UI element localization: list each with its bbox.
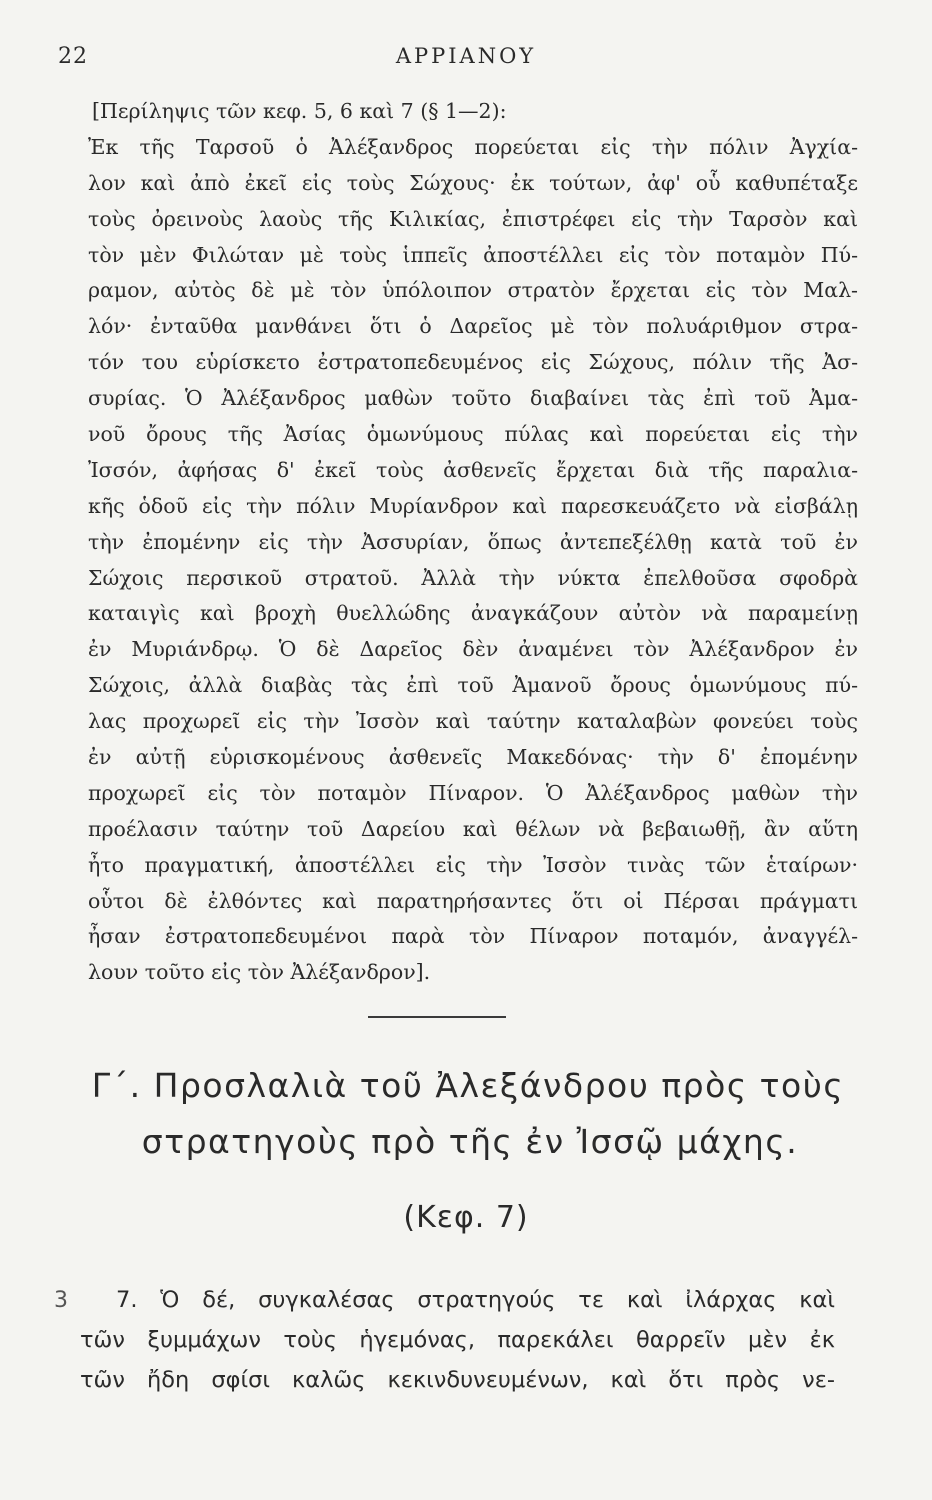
summary-line: ἐν αὐτῇ εὑρισκομένους ἀσθενεῖς Μακεδόνας· τὴν δ' ἐπομένην [88,745,858,770]
summary-line: τοὺς ὀρεινοὺς λαοὺς τῆς Κιλικίας, ἐπιστρέφει εἰς τὴν Ταρσὸν καὶ [88,206,858,231]
summary-line: οὗτοι δὲ ἐλθόντες καὶ παρατηρήσαντες ὅτι οἱ Πέρσαι πράγματι [88,888,858,913]
summary-line: Σώχοις περσικοῦ στρατοῦ. Ἀλλὰ τὴν νύκτα ἐπελθοῦσα σφοδρὰ [88,565,858,590]
summary-line: ἦτο πραγματική, ἀποστέλλει εἰς τὴν Ἰσσὸν τινὰς τῶν ἑταίρων· [88,852,858,877]
summary-line: συρίας. Ὁ Ἀλέξανδρος μαθὼν τοῦτο διαβαίνει τὰς ἐπὶ τοῦ Ἀμα- [88,386,858,411]
summary-line: τόν του εὑρίσκετο ἐστρατοπεδευμένος εἰς Σώχους, πόλιν τῆς Ἀσ- [88,350,858,375]
summary-line: νοῦ ὄρους τῆς Ἀσίας ὁμωνύμους πύλας καὶ πορεύεται εἰς τὴν [88,422,858,447]
summary-line: λας προχωρεῖ εἰς τὴν Ἰσσὸν καὶ ταύτην καταλαβὼν φονεύει τοὺς [88,709,858,734]
page-number: 22 [58,44,88,69]
summary-line: Ἐκ τῆς Ταρσοῦ ὁ Ἀλέξανδρος πορεύεται εἰς τὴν πόλιν Ἀγχία- [88,134,858,159]
summary-line: προέλασιν ταύτην τοῦ Δαρείου καὶ θέλων νὰ βεβαιωθῇ, ἂν αὕτη [88,816,858,841]
summary-line: λόν· ἐνταῦθα μανθάνει ὅτι ὁ Δαρεῖος μὲ τὸν πολυάριθμον στρα- [88,314,858,339]
summary-line: Ἰσσόν, ἀφήσας δ' ἐκεῖ τοὺς ἀσθενεῖς ἔρχεται διὰ τῆς παραλια- [88,457,858,482]
summary-line: λον καὶ ἀπὸ ἐκεῖ εἰς τοὺς Σώχους· ἐκ τούτων, ἀφ' οὗ καθυπέταξε [88,170,858,195]
summary-line: τὸν μὲν Φιλώταν μὲ τοὺς ἱππεῖς ἀποστέλλει εἰς τὸν ποταμὸν Πύ- [88,242,858,267]
body-line: 7. Ὁ δέ, συγκαλέσας στρατηγούς τε καὶ ἰλάρχας καὶ [116,1287,835,1313]
summary-line: κῆς ὁδοῦ εἰς τὴν πόλιν Μυρίανδρον καὶ παρεσκευάζετο νὰ εἰσβάλῃ [88,493,858,518]
summary-line: ραμον, αὐτὸς δὲ μὲ τὸν ὑπόλοιπον στρατὸν ἔρχεται εἰς τὸν Μαλ- [88,278,858,303]
body-line: τῶν ξυμμάχων τοὺς ἡγεμόνας, παρεκάλει θαρρεῖν μὲν ἐκ [80,1327,835,1353]
section-heading-line: στρατηγοὺς πρὸ τῆς ἐν Ἰσσῷ μάχης. [141,1122,799,1161]
chapter-reference: (Κεφ. 7) [403,1200,529,1235]
summary-line: καταιγὶς καὶ βροχὴ θυελλώδης ἀναγκάζουν αὐτὸν νὰ παραμείνῃ [88,601,858,626]
body-line: τῶν ἤδη σφίσι καλῶς κεκινδυνευμένων, καὶ ὅτι πρὸς νε- [80,1367,835,1393]
section-heading-line: Γ΄. Προσλαλιὰ τοῦ Ἀλεξάνδρου πρὸς τοὺς [91,1066,845,1105]
chapter-summary [88,94,858,991]
section-divider [368,1016,506,1018]
summary-line: λουν τοῦτο εἰς τὸν Ἀλέξανδρον]. [88,960,431,985]
summary-line: προχωρεῖ εἰς τὸν ποταμὸν Πίναρον. Ὁ Ἀλέξανδρος μαθὼν τὴν [88,780,858,805]
section-heading [0,1058,932,1170]
summary-line: Σώχοις, ἀλλὰ διαβὰς τὰς ἐπὶ τοῦ Ἀμανοῦ ὄρους ὁμωνύμους πύ- [88,673,858,698]
running-head: ΑΡΡΙΑΝΟΥ [395,44,537,68]
body-text [80,1280,835,1400]
summary-line: ἐν Μυριάνδρῳ. Ὁ δὲ Δαρεῖος δὲν ἀναμένει τὸν Ἀλέξανδρον ἐν [88,637,858,662]
summary-line: τὴν ἐπομένην εἰς τὴν Ἀσσυρίαν, ὅπως ἀντεπεξέλθῃ κατὰ τοῦ ἐν [88,529,858,554]
summary-line: [Περίληψις τῶν κεφ. 5, 6 καὶ 7 (§ 1—2): [92,99,507,123]
margin-paragraph-number: 3 [54,1288,68,1313]
summary-line: ἦσαν ἐστρατοπεδευμένοι παρὰ τὸν Πίναρον ποταμόν, ἀναγγέλ- [88,924,858,949]
